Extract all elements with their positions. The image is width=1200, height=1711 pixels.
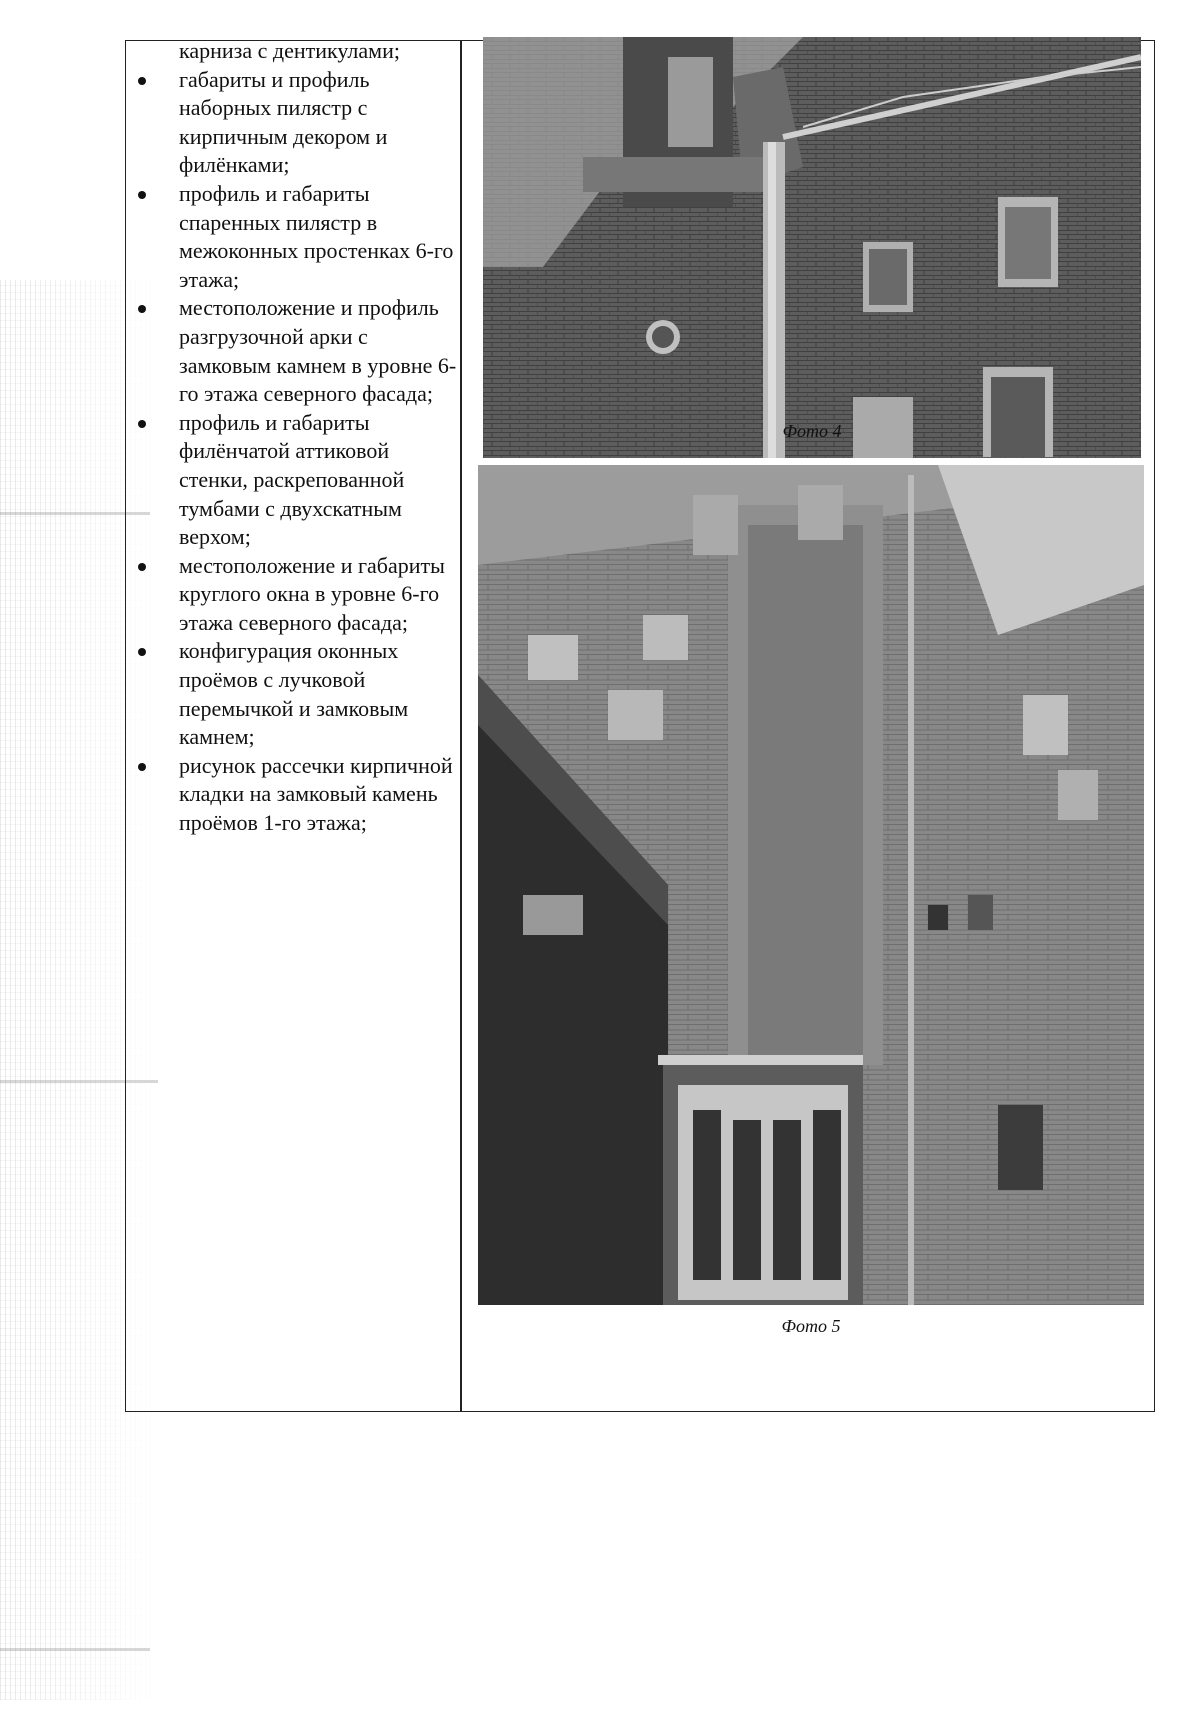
list-item-text: габариты и профиль наборных пилястр с кирпичным декором и филёнками; <box>179 66 388 178</box>
photo-4-caption: Фото 4 <box>782 421 842 441</box>
list-item <box>134 409 460 552</box>
photo-5-building-entrance <box>478 465 1144 1305</box>
feature-list <box>134 66 460 838</box>
bullet-icon <box>138 77 146 85</box>
bullet-icon <box>138 648 146 656</box>
photo-5-caption: Фото 5 <box>781 1316 841 1336</box>
list-item-text: профиль и габариты спаренных пилястр в межоконных простенках 6-го этажа; <box>179 180 454 292</box>
bullet-icon <box>138 763 146 771</box>
bullet-icon <box>138 305 146 313</box>
list-item <box>134 294 460 408</box>
bullet-icon <box>138 563 146 571</box>
text-column <box>126 38 460 838</box>
bullet-icon <box>138 420 146 428</box>
list-item-text: рисунок рассечки кирпичной кладки на замковый камень проёмов 1-го этажа; <box>179 752 453 836</box>
list-item-text: местоположение и габариты круглого окна в уровне 6-го этажа северного фасада; <box>179 552 445 635</box>
document-table <box>125 40 1155 1412</box>
list-item <box>134 180 460 294</box>
list-item <box>134 752 460 838</box>
column-divider <box>460 41 462 1411</box>
list-item <box>134 637 460 751</box>
bullet-icon <box>138 191 146 199</box>
continuation-fragment: карниза с дентикулами; <box>179 38 400 63</box>
list-item <box>134 552 460 638</box>
photo-4-building-facade <box>483 37 1141 458</box>
list-item-text: конфигурация оконных проёмов с лучковой перемычкой и замковым камнем; <box>179 638 409 750</box>
list-item <box>134 66 460 180</box>
list-item-text: местоположение и профиль разгрузочной арки с замковым камнем в уровне 6-го этажа северного фасада; <box>179 295 457 407</box>
list-item-text: профиль и габариты филёнчатой аттиковой стенки, раскрепованной тумбами с двухскатным верхом; <box>179 409 405 550</box>
scan-artifact-line <box>0 1648 150 1651</box>
